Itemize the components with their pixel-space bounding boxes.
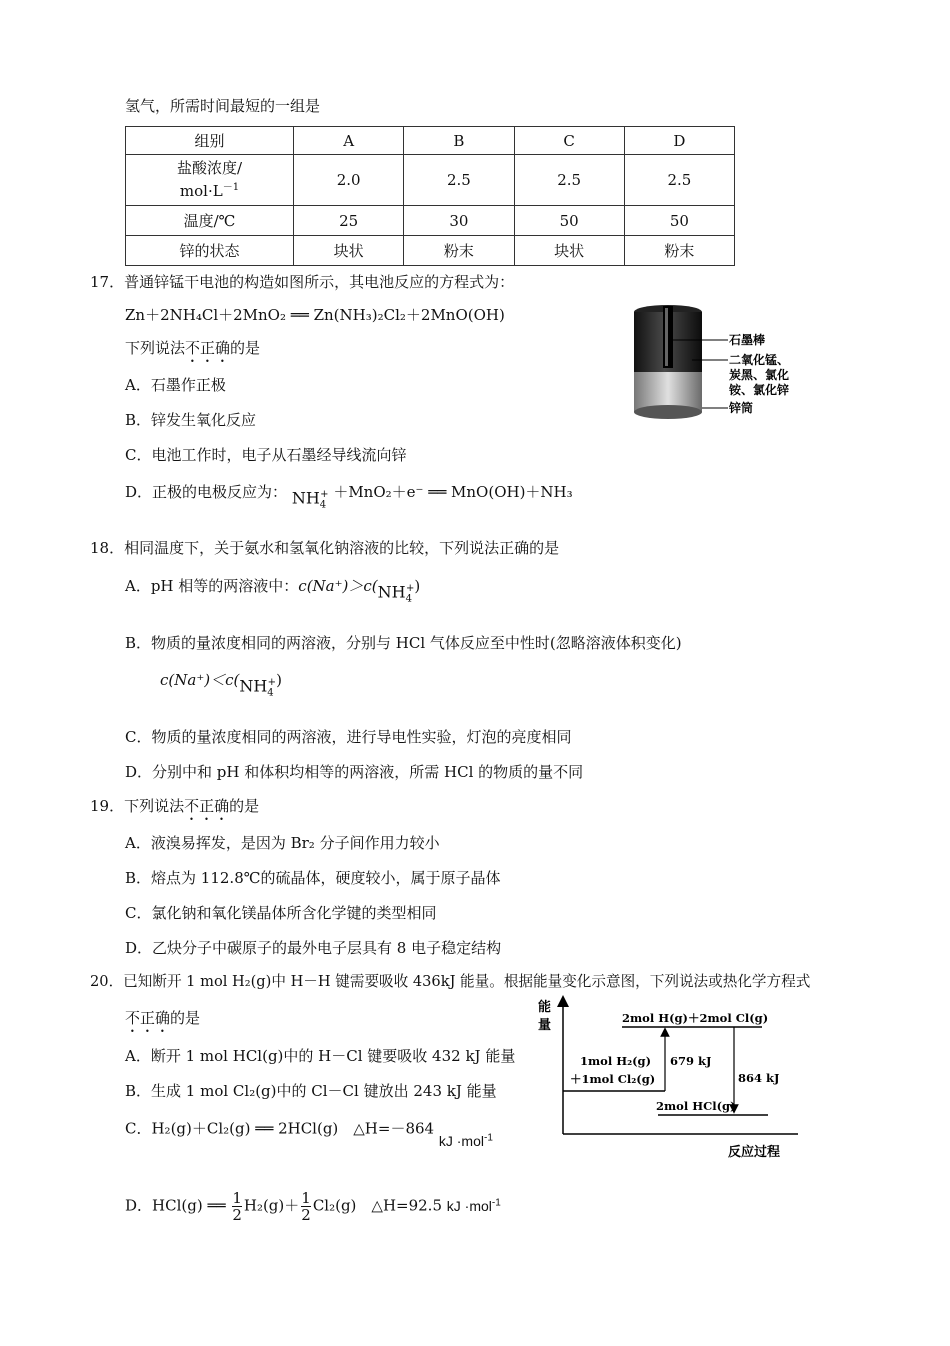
- q18-option-a: A．pH 相等的两溶液中：$c(Na^+)>c(NH_4^+)$: [125, 576, 420, 609]
- q17-option-a: A．石墨作正极: [125, 376, 226, 394]
- table-cell: [126, 155, 294, 206]
- top-level-label: 2mol H(g)＋2mol Cl(g): [622, 1011, 769, 1025]
- nh4-ion: $NH_4^+$: [291, 488, 329, 511]
- table-header: A: [294, 127, 404, 155]
- q19-option-d: D．乙炔分子中碳原子的最外电子层具有 8 电子稳定结构: [125, 939, 502, 957]
- nh4-ion: $NH_4^+$: [377, 582, 415, 605]
- q16-table: [125, 126, 735, 266]
- q19-stem: [90, 796, 259, 824]
- q17-option-d: [125, 482, 573, 515]
- nh4-ion: $NH_4^+$: [239, 676, 277, 699]
- frac-num: 1: [232, 1189, 242, 1208]
- q18-option-c: C．物质的量浓度相同的两溶液，进行导电性实验，灯泡的亮度相同: [125, 728, 572, 746]
- q17-d-pre: D．正极的电极反应为：: [125, 483, 288, 501]
- q20-c-unit: [439, 1133, 493, 1149]
- q20-stem-2: [125, 1008, 200, 1036]
- q17-option-c: C．电池工作时，电子从石墨经导线流向锌: [125, 446, 407, 464]
- frac-den: 2: [232, 1206, 242, 1225]
- unit-sup: -1: [491, 1197, 501, 1208]
- table-cell: 温度/℃: [126, 206, 294, 236]
- q18-option-d: D．分别中和 pH 和体积均相等的两溶液，所需 HCl 的物质的量不同: [125, 763, 584, 781]
- table-cell: 2.5: [404, 155, 514, 206]
- q17-ask-post: 的是: [230, 339, 261, 357]
- q20-option-c: [125, 1116, 493, 1149]
- q17-ask-emphasis: 不正确: [185, 339, 231, 357]
- down-value-label: 864 kJ: [738, 1071, 780, 1085]
- q18-option-b-expr: $c(Na^+)<c(NH_4^+)$: [160, 670, 282, 703]
- frac-num: 1: [301, 1189, 311, 1208]
- q19-option-a: A．液溴易挥发，是因为 Br₂ 分子间作用力较小: [125, 834, 440, 852]
- label-mixture-1: 二氧化锰、: [729, 353, 790, 367]
- nh4-text: NH: [291, 488, 320, 507]
- q17-equation: Zn＋2NH₄Cl＋2MnO₂ ══ Zn(NH₃)₂Cl₂＋2MnO(OH): [125, 306, 505, 324]
- q20-d-h2: H₂(g)＋: [243, 1196, 300, 1215]
- q16-intro: 氢气，所需时间最短的一组是: [125, 97, 321, 115]
- energy-diagram: [530, 995, 805, 1165]
- q20-d-pre: D．HCl(g) ══: [125, 1196, 226, 1215]
- q18-b-expr: c(Na⁺)＜c(: [160, 671, 240, 689]
- q17-ask-pre: 下列说法: [125, 339, 186, 357]
- q20-option-a: A．断开 1 mol HCl(g)中的 H－Cl 键要吸收 432 kJ 能量: [125, 1047, 516, 1065]
- table-header: 组别: [126, 127, 294, 155]
- table-cell: 25: [294, 206, 404, 236]
- q17-ask: [125, 338, 260, 366]
- y-axis-label-2: 量: [538, 1018, 552, 1033]
- q17-d-post: ＋MnO₂＋e⁻ ══ MnO(OH)＋NH₃: [333, 483, 573, 501]
- y-axis-label: 能: [538, 1000, 552, 1015]
- table-cell: 粉末: [404, 236, 514, 266]
- q18-a-pre: A．pH 相等的两溶液中：: [125, 577, 299, 595]
- table-cell: 50: [624, 206, 734, 236]
- fraction-half: [232, 1190, 242, 1223]
- table-cell: 块状: [294, 236, 404, 266]
- q19-option-b: B．熔点为 112.8℃的硫晶体，硬度较小，属于原子晶体: [125, 869, 501, 887]
- right-level-label: 2mol HCl(g): [656, 1099, 736, 1113]
- table-cell: 2.5: [514, 155, 624, 206]
- nh4-text: NH: [377, 582, 406, 601]
- q19-option-c: C．氯化钠和氧化镁晶体所含化学键的类型相同: [125, 904, 437, 922]
- up-value-label: 679 kJ: [670, 1054, 712, 1068]
- battery-diagram: [630, 300, 800, 425]
- conc-label-1: 盐酸浓度/: [176, 159, 243, 177]
- frac-den: 2: [301, 1206, 311, 1225]
- q18-a-expr: c(Na⁺)＞c(: [298, 577, 378, 595]
- unit-sup: -1: [484, 1132, 493, 1143]
- table-cell: 30: [404, 206, 514, 236]
- label-mixture-3: 铵、氯化锌: [729, 383, 790, 397]
- x-axis-label: 反应过程: [728, 1145, 781, 1160]
- q18-stem: 18．相同温度下，关于氨水和氢氧化钠溶液的比较，下列说法正确的是: [90, 539, 560, 557]
- q20-option-b: B．生成 1 mol Cl₂(g)中的 Cl－Cl 键放出 243 kJ 能量: [125, 1082, 497, 1100]
- q17-stem: 17．普通锌锰干电池的构造如图所示，其电池反应的方程式为：: [90, 273, 515, 291]
- label-mixture-2: 炭黑、氯化: [729, 368, 790, 382]
- q19-stem-emphasis: 不正确: [184, 797, 230, 815]
- label-zinc-can: 锌筒: [729, 401, 754, 415]
- table-header: C: [514, 127, 624, 155]
- q18-option-b: B．物质的量浓度相同的两溶液，分别与 HCl 气体反应至中性时(忽略溶液体积变化): [125, 634, 682, 652]
- table-header: D: [624, 127, 734, 155]
- left-level-label-1: 1mol H₂(g): [580, 1054, 652, 1068]
- q20-stem-post: 的是: [170, 1009, 201, 1027]
- conc-label-2: mol·L: [179, 182, 223, 200]
- table-header: B: [404, 127, 514, 155]
- table-cell: 粉末: [624, 236, 734, 266]
- q19-stem-post: 的是: [229, 797, 260, 815]
- table-cell: 块状: [514, 236, 624, 266]
- table-cell: 50: [514, 206, 624, 236]
- q20-d-unit: [447, 1198, 501, 1214]
- q20-stem: 20．已知断开 1 mol H₂(g)中 H－H 键需要吸收 436kJ 能量。根据能量变化示意图，下列说法或热化学方程式: [90, 973, 811, 990]
- fraction-half: [301, 1190, 311, 1223]
- label-graphite-rod: 石墨棒: [729, 333, 766, 347]
- q20-stem-emphasis: 不正确: [125, 1009, 171, 1027]
- q20-option-d: [125, 1184, 501, 1225]
- q20-d-cl2: Cl₂(g) △H=92.5: [312, 1196, 442, 1215]
- table-cell: 2.0: [294, 155, 404, 206]
- q17-option-b: B．锌发生氧化反应: [125, 411, 257, 429]
- nh4-text: NH: [239, 676, 268, 695]
- table-cell: 2.5: [624, 155, 734, 206]
- unit-text: kJ ·mol: [438, 1132, 484, 1149]
- q20-c-pre: C．H₂(g)＋Cl₂(g) ══ 2HCl(g) △H=－864: [125, 1119, 435, 1138]
- table-cell: 锌的状态: [126, 236, 294, 266]
- conc-sup: －1: [222, 182, 240, 193]
- left-level-label-2: ＋1mol Cl₂(g): [570, 1072, 656, 1086]
- q19-stem-pre: 19．下列说法: [90, 797, 185, 815]
- unit-text: kJ ·mol: [446, 1197, 492, 1214]
